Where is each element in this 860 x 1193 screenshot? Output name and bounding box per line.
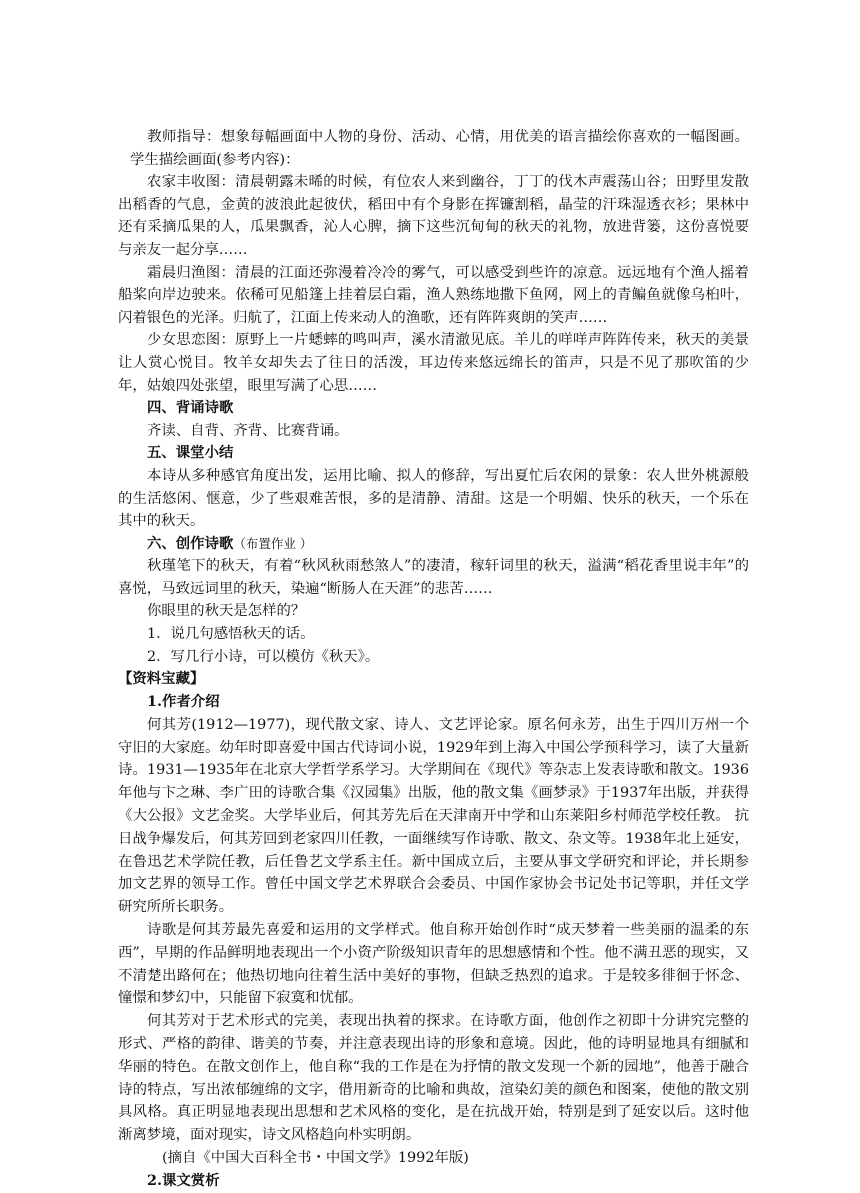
heading-create: 六、创作诗歌 [147,534,234,552]
create-text-2: 你眼里的秋天是怎样的？ [147,603,306,620]
scene-harvest: 农家丰收图：清晨朝露未晞的时候，有位农人来到幽谷，丁丁的伐木声震荡山谷；田野里发散出稻香的气息，金黄的波浪此起彼伏，稻田中有个身影在挥镰割稻，晶莹的汗珠湿透衣衫；果林中还有采摘瓜果的人，瓜果飘香，沁人心脾，摘下这些沉甸甸的秋天的礼物，放进背篓，这份喜悦要与亲友一起分享…… [118,174,749,258]
task-item-1: 1．说几句感悟秋天的话。 [147,626,315,643]
resource-title: 【资料宝藏】 [118,670,205,688]
create-text-1: 秋瑾笔下的秋天，有着“秋风秋雨愁煞人”的凄清，稼轩词里的秋天，溢满“稻花香里说丰年”的喜悦，马致远词里的秋天，染遍“断肠人在天涯”的悲苦…… [118,558,749,597]
student-label: 学生描绘画面(参考内容)： [130,151,300,168]
teacher-guide-paragraph [118,126,749,171]
author-bio-1: 何其芳(1912—1977)，现代散文家、诗人、文艺评论家。原名何永芳，出生于四川万州一个守旧的大家庭。幼年时即喜爱中国古代诗词小说，1929年到上海入中国公学预科学习，读了大量新诗。1931—1935年在北京大学哲学系学习。大学期间在《现代》等杂志上发表诗歌和散文。1936年他与卞之琳、李广田的诗歌合集《汉园集》出版，他的散文集《画梦录》于1937年出版，并获得《大公报》文艺金奖。大学毕业后，何其芳先后在天津南开中学和山东莱阳乡村师范学校任教。 抗日战争爆发后，何其芳回到老家四川任教，一面继续写作诗歌、散文、杂文等。1938年北上延安，在鲁迅艺术学院任教，后任鲁艺文学系主任。新中国成立后，主要从事文学研究和评论，并长期参加文艺界的领导工作。曾任中国文学艺术界联合会委员、中国作家协会书记处书记等职，并任文学研究所所长职务。 [118,716,749,916]
scene-fishing: 霜晨归渔图：清晨的江面还弥漫着冷冷的雾气，可以感受到些许的凉意。远远地有个渔人摇着船桨向岸边驶来。依稀可见船篷上挂着层白霜，渔人熟练地撒下鱼网，网上的青鳊鱼就像乌桕叶，闪着银色的光泽。归航了，江面上传来动人的渔歌，还有阵阵爽朗的笑声…… [118,264,749,326]
heading-create-line [118,533,749,556]
teacher-guide-text: 教师指导：想象每幅画面中人物的身份、活动、心情，用优美的语言描绘你喜欢的一幅图画。 [147,129,749,145]
summary-text: 本诗从多种感官角度出发，运用比喻、拟人的修辞，写出夏忙后农闲的景象：农人世外桃源般的生活悠闲、惬意，少了些艰难苦恨，多的是清静、清甜。这是一个明媚、快乐的秋天，一个乐在其中的秋天。 [118,467,749,530]
author-bio-3: 何其芳对于艺术形式的完美，表现出执着的探求。在诗歌方面，他创作之初即十分讲究完整的形式、严格的韵律、谐美的节奏，并注意表现出诗的形象和意境。因此，他的诗明显地具有细腻和华丽的特色。在散文创作上，他自称“我的工作是在为抒情的散文发现一个新的园地”，他善于融合诗的特点，写出浓郁缠绵的文字，借用新奇的比喻和典故，渲染幻美的颜色和图案，使他的散文别具风格。真正明显地表现出思想和艺术风格的变化，是在抗战开始，特别是到了延安以后。这时他渐离梦境，面对现实，诗文风格趋向朴实明朗。 [118,1013,749,1144]
heading-recite: 四、背诵诗歌 [147,399,234,417]
author-bio-2: 诗歌是何其芳最先喜爱和运用的文学样式。他自称开始创作时“成天梦着一些美丽的温柔的东西”，早期的作品鲜明地表现出一个小资产阶级知识青年的思想感情和个性。他不满丑恶的现实，又不清楚出路何在；他热切地向往着生活中美好的事物，但缺乏热烈的追求。于是较多徘徊于怀念、憧憬和梦幻中，只能留下寂寞和忧郁。 [118,922,749,1007]
recite-text: 齐读、自背、齐背、比赛背诵。 [147,422,349,439]
heading-summary: 五、课堂小结 [147,444,234,462]
subheading-appreciation: 2.课文赏析 [147,1171,220,1189]
task-item-2: 2．写几行小诗，可以模仿《秋天》。 [147,648,380,665]
source-citation: (摘自《中国大百科全书・中国文学》1992年版) [162,1149,469,1166]
document-body [118,126,749,1193]
heading-create-note: （布置作业 ） [233,535,313,551]
scene-girl: 少女思恋图：原野上一片蟋蟀的鸣叫声，溪水清澈见底。羊儿的咩咩声阵阵传来，秋天的美景让人赏心悦目。牧羊女却失去了往日的活泼，耳边传来悠远绵长的笛声，只是不见了那吹笛的少年，姑娘四处张望，眼里写满了心思…… [118,332,749,394]
resource-section [118,668,749,1192]
subheading-author: 1.作者介绍 [147,693,220,711]
